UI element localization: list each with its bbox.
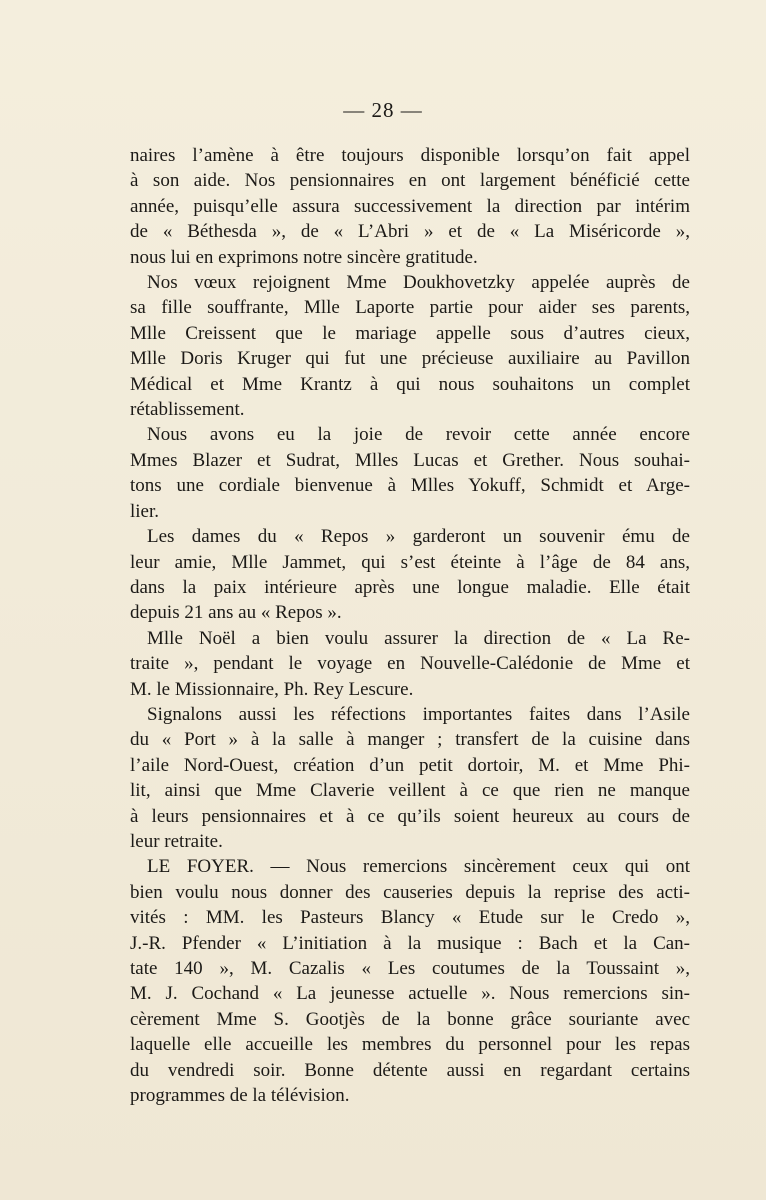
- text-line: Médical et Mme Krantz à qui nous souhaitons un complet: [130, 373, 690, 395]
- text-line: bien voulu nous donner des causeries depuis la reprise des acti-: [130, 881, 690, 903]
- text-line: depuis 21 ans au « Repos ».: [130, 602, 342, 624]
- text-line: à son aide. Nos pensionnaires en ont largement bénéficié cette: [130, 170, 690, 192]
- page-number: — 28 —: [343, 98, 423, 122]
- text-line: à leurs pensionnaires et à ce qu’ils soient heureux au cours de: [130, 805, 690, 827]
- text-line: J.-R. Pfender « L’initiation à la musique : Bach et la Can-: [130, 932, 690, 954]
- text-line: M. le Missionnaire, Ph. Rey Lescure.: [130, 678, 414, 700]
- text-line: naires l’amène à être toujours disponible lorsqu’on fait appel: [130, 145, 690, 166]
- text-line: l’aile Nord-Ouest, création d’un petit dortoir, M. et Mme Phi-: [130, 754, 690, 776]
- paragraph: [130, 524, 690, 626]
- text-line: leur retraite.: [130, 830, 223, 852]
- text-line: du vendredi soir. Bonne détente aussi en regardant certains: [130, 1059, 690, 1081]
- paragraph: [130, 143, 690, 270]
- paragraph: [130, 422, 690, 524]
- text-line: du « Port » à la salle à manger ; transfert de la cuisine dans: [130, 729, 690, 751]
- text-line: dans la paix intérieure après une longue maladie. Elle était: [130, 576, 690, 598]
- text-line: de « Béthesda », de « L’Abri » et de « La Miséricorde »,: [130, 221, 690, 243]
- text-line: Mmes Blazer et Sudrat, Mlles Lucas et Grether. Nous souhai-: [130, 449, 690, 471]
- text-line: Les dames du « Repos » garderont un souvenir ému de: [147, 526, 690, 548]
- body-text: [130, 143, 690, 1108]
- text-line: année, puisqu’elle assura successivement la direction par intérim: [130, 195, 690, 217]
- paragraph: [130, 854, 690, 1108]
- text-line: vités : MM. les Pasteurs Blancy « Etude sur le Credo »,: [130, 907, 690, 929]
- text-line: M. J. Cochand « La jeunesse actuelle ». Nous remercions sin-: [130, 983, 690, 1005]
- text-line: laquelle elle accueille les membres du personnel pour les repas: [130, 1034, 690, 1056]
- text-line: lit, ainsi que Mme Claverie veillent à ce que rien ne manque: [130, 780, 690, 802]
- text-line: Nous avons eu la joie de revoir cette année encore: [147, 424, 690, 446]
- text-line: tate 140 », M. Cazalis « Les coutumes de la Toussaint »,: [130, 958, 690, 979]
- text-line: lier.: [130, 500, 160, 522]
- paragraph: [130, 626, 690, 702]
- text-line: programmes de la télévision.: [130, 1085, 350, 1107]
- text-line: Mlle Noël a bien voulu assurer la direction de « La Re-: [147, 627, 690, 649]
- text-line: LE FOYER. — Nous remercions sincèrement ceux qui ont: [147, 856, 690, 878]
- text-line: Mlle Creissent que le mariage appelle sous d’autres cieux,: [130, 322, 690, 344]
- text-line: Mlle Doris Kruger qui fut une précieuse auxiliaire au Pavillon: [130, 348, 690, 370]
- text-line: traite », pendant le voyage en Nouvelle-Calédonie de Mme et: [130, 653, 690, 675]
- text-line: rétablissement.: [130, 399, 245, 421]
- text-line: tons une cordiale bienvenue à Mlles Yokuff, Schmidt et Arge-: [130, 475, 690, 497]
- paragraph: [130, 270, 690, 422]
- text-line: cèrement Mme S. Gootjès de la bonne grâce souriante avec: [130, 1008, 690, 1030]
- text-line: Signalons aussi les réfections importantes faites dans l’Asile: [147, 703, 690, 725]
- text-line: sa fille souffrante, Mlle Laporte partie pour aider ses parents,: [130, 297, 690, 319]
- text-line: leur amie, Mlle Jammet, qui s’est éteinte à l’âge de 84 ans,: [130, 551, 690, 573]
- paragraph: [130, 702, 690, 854]
- text-line: Nos vœux rejoignent Mme Doukhovetzky appelée auprès de: [147, 272, 690, 294]
- text-line: nous lui en exprimons notre sincère gratitude.: [130, 246, 478, 268]
